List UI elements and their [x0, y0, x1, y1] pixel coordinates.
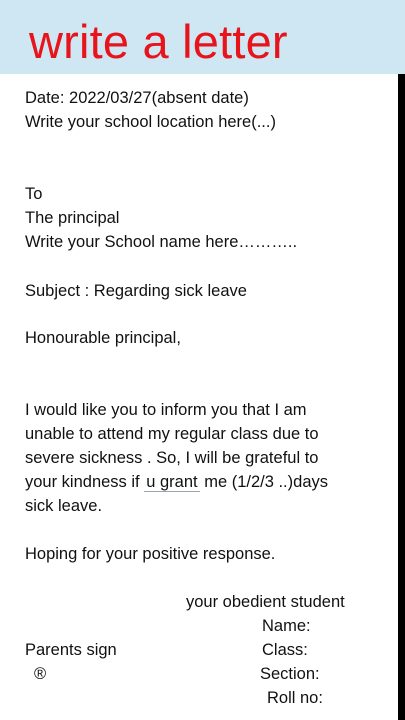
- parents-sign-mark: ®: [34, 665, 47, 683]
- body-line-5: sick leave.: [25, 497, 103, 515]
- body-line-2: unable to attend my regular class due to: [25, 425, 319, 443]
- roll-no-label: Roll no:: [267, 689, 323, 707]
- parents-sign-label: Parents sign: [25, 641, 117, 659]
- location-line: Write your school location here(...): [25, 113, 276, 131]
- recipient-line: The principal: [25, 209, 120, 227]
- salutation-line: Honourable principal,: [25, 329, 181, 347]
- filled-in-phrase: u grant: [146, 473, 198, 491]
- body-line-4: [25, 470, 328, 494]
- page-title: write a letter: [29, 15, 288, 68]
- section-label: Section:: [260, 665, 320, 683]
- right-border-rule: [398, 74, 405, 720]
- body-line-1: I would like you to inform you that I am: [25, 401, 307, 419]
- to-line: To: [25, 185, 43, 203]
- school-name-line: Write your School name here………..: [25, 233, 298, 251]
- date-line: Date: 2022/03/27(absent date): [25, 89, 249, 107]
- closing-line: Hoping for your positive response.: [25, 545, 276, 563]
- body-line-4-post: me (1/2/3 ..)days: [199, 473, 328, 491]
- signoff-line: your obedient student: [186, 593, 345, 611]
- subject-line: Subject : Regarding sick leave: [25, 282, 247, 300]
- class-label: Class:: [262, 641, 308, 659]
- name-label: Name:: [262, 617, 311, 635]
- body-line-3: severe sickness . So, I will be grateful to: [25, 449, 319, 467]
- body-line-4-pre: your kindness if: [25, 473, 145, 491]
